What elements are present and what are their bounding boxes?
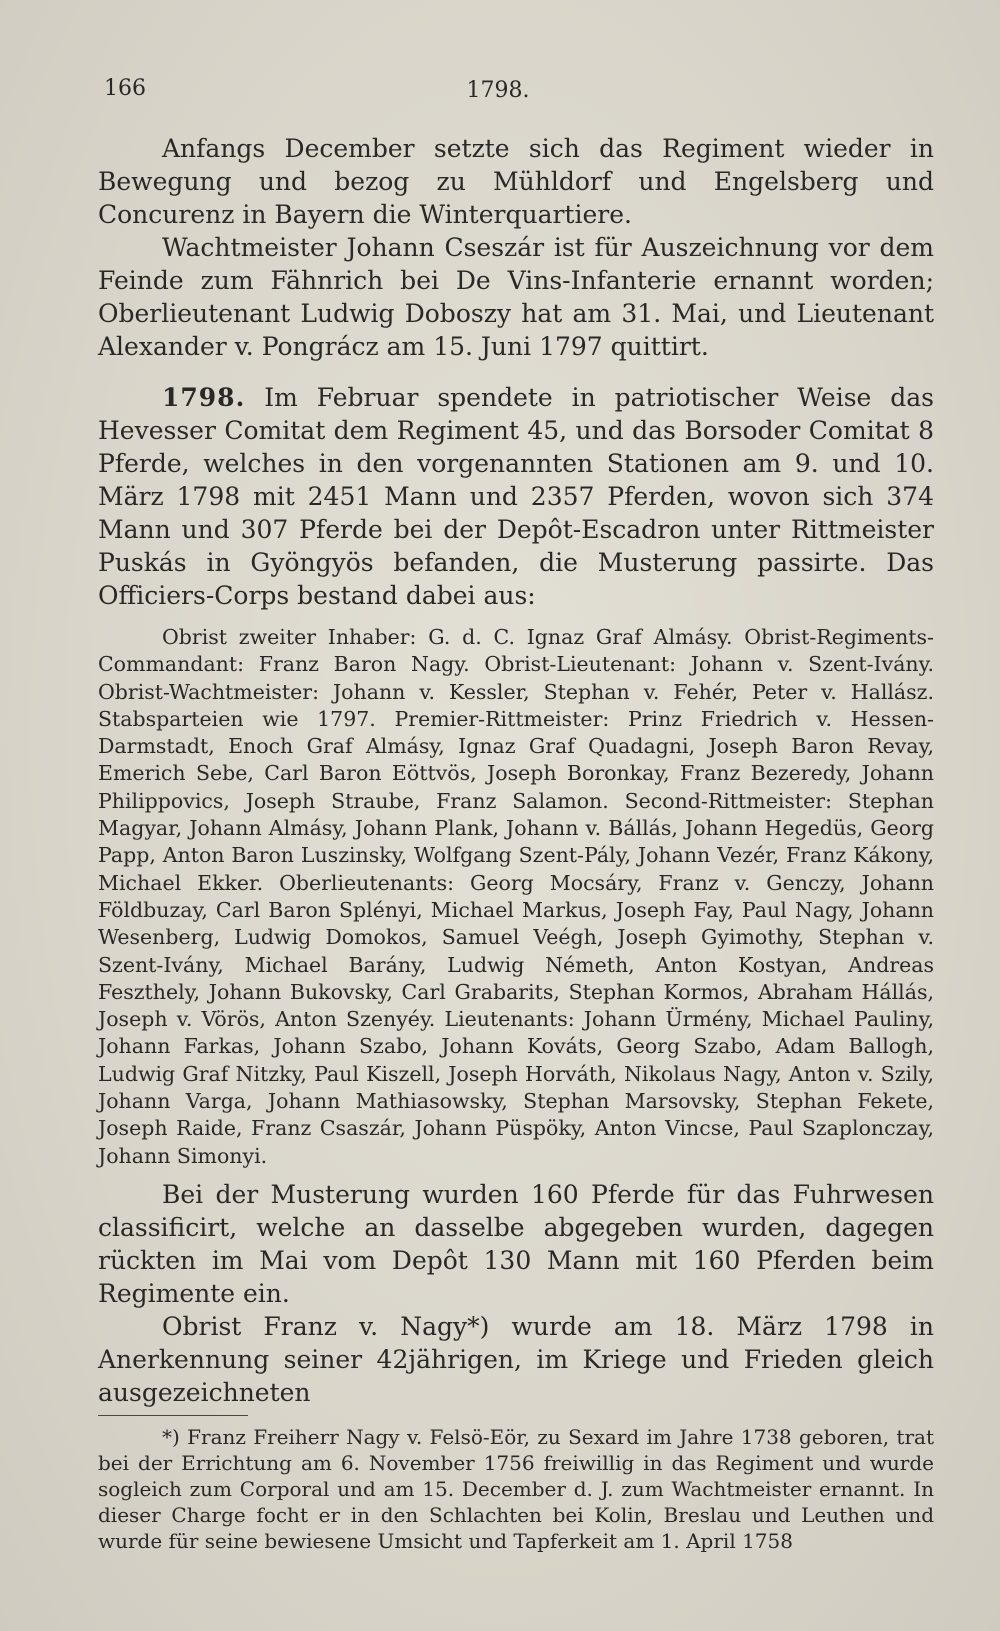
footnote-rule	[98, 1415, 248, 1416]
page-number: 166	[104, 76, 146, 101]
paragraph-promotions: Wachtmeister Johann Cseszár ist für Auszeichnung vor dem Feinde zum Fähnrich bei De Vins-Infanterie ernannt worden; Oberlieutenant Ludwig Doboszy hat am 31. Mai, und Lieutenant Alexander v. Pongrácz am 15. Juni 1797 quittirt.	[98, 233, 934, 361]
running-title: 1798.	[466, 78, 530, 103]
footnote: *) Franz Freiherr Nagy v. Felsö-Eör, zu Sexard im Jahre 1738 geboren, trat bei der Errichtung am 6. November 1756 freiwillig in das Regiment und wurde sogleich zum Corporal und am 15. December d. J. zum Wachtmeister ernannt. In dieser Charge focht er in den Schlachten bei Kolin, Breslau und Leuthen und wurde für seine bewiesene Umsicht und Tapferkeit am 1. April 1758	[98, 1424, 934, 1553]
paragraph-nagy: Obrist Franz v. Nagy*) wurde am 18. März 1798 in Anerkennung seiner 42jährigen, im Kriege und Frieden gleich ausgezeichneten	[98, 1311, 934, 1407]
paragraph-1798-muster	[98, 381, 934, 612]
paragraph-winter-quarters: Anfangs December setzte sich das Regiment wieder in Bewegung und bezog zu Mühldorf und Engelsberg und Concurenz in Bayern die Winterquartiere.	[98, 134, 934, 229]
officer-roster: Obrist zweiter Inhaber: G. d. C. Ignaz Graf Almásy. Obrist-Regiments-Commandant: Franz Baron Nagy. Obrist-Lieutenant: Johann v. Szent-Ivány. Obrist-Wachtmeister: Johann v. Kessler, Stephan v. Fehér, Peter v. Hallász. Stabsparteien wie 1797. Premier-Rittmeister: Prinz Friedrich v. Hessen-Darmstadt, Enoch Graf Almásy, Ignaz Graf Quadagni, Joseph Baron Revay, Emerich Sebe, Carl Baron Eöttvös, Joseph Boronkay, Franz Bezeredy, Johann Philippovics, Joseph Straube, Franz Salamon. Second-Rittmeister: Stephan Magyar, Johann Almásy, Johann Plank, Johann v. Bállás, Johann Hegedüs, Georg Papp, Anton Baron Luszinsky, Wolfgang Szent-Pály, Johann Vezér, Franz Kákony, Michael Ekker. Oberlieutenants: Georg Mocsáry, Franz v. Genczy, Johann Földbuzay, Carl Baron Splényi, Michael Markus, Joseph Fay, Paul Nagy, Johann Wesenberg, Ludwig Domokos, Samuel Veégh, Joseph Gyimothy, Stephan v. Szent-Ivány, Michael Barány, Ludwig Németh, Anton Kostyan, Andreas Feszthely, Johann Bukovsky, Carl Grabarits, Stephan Kormos, Abraham Hállás, Joseph v. Vörös, Anton Szenyéy. Lieutenants: Johann Ürmény, Michael Pauliny, Johann Farkas, Johann Szabo, Johann Kováts, Georg Szabo, Adam Ballogh, Ludwig Graf Nitzky, Paul Kiszell, Joseph Horváth, Nikolaus Nagy, Anton v. Szily, Johann Varga, Johann Mathiasowsky, Stephan Marsovsky, Stephan Fekete, Joseph Raide, Franz Csaszár, Johann Püspöky, Anton Vincse, Paul Szaplonczay, Johann Simonyi.	[98, 625, 934, 1168]
page-body	[98, 132, 934, 1554]
paragraph-horses: Bei der Musterung wurden 160 Pferde für das Fuhrwesen classificirt, welche an dasselbe abgegeben wurden, dagegen rückten im Mai vom Depôt 130 Mann mit 160 Pferden beim Regimente ein.	[98, 1179, 934, 1308]
page-header	[104, 76, 892, 106]
paragraph-1798-text: Im Februar spendete in patriotischer Weise das Hevesser Comitat dem Regiment 45, und das Borsoder Comitat 8 Pferde, welches in den vorgenannten Stationen am 9. und 10. März 1798 mit 2451 Mann und 2357 Pferden, wovon sich 374 Mann und 307 Pferde bei der Depôt-Escadron unter Rittmeister Puskás in Gyöngyös befanden, die Musterung passirte. Das Officiers-Corps bestand dabei aus:	[98, 383, 934, 610]
year-lead: 1798.	[162, 383, 246, 412]
